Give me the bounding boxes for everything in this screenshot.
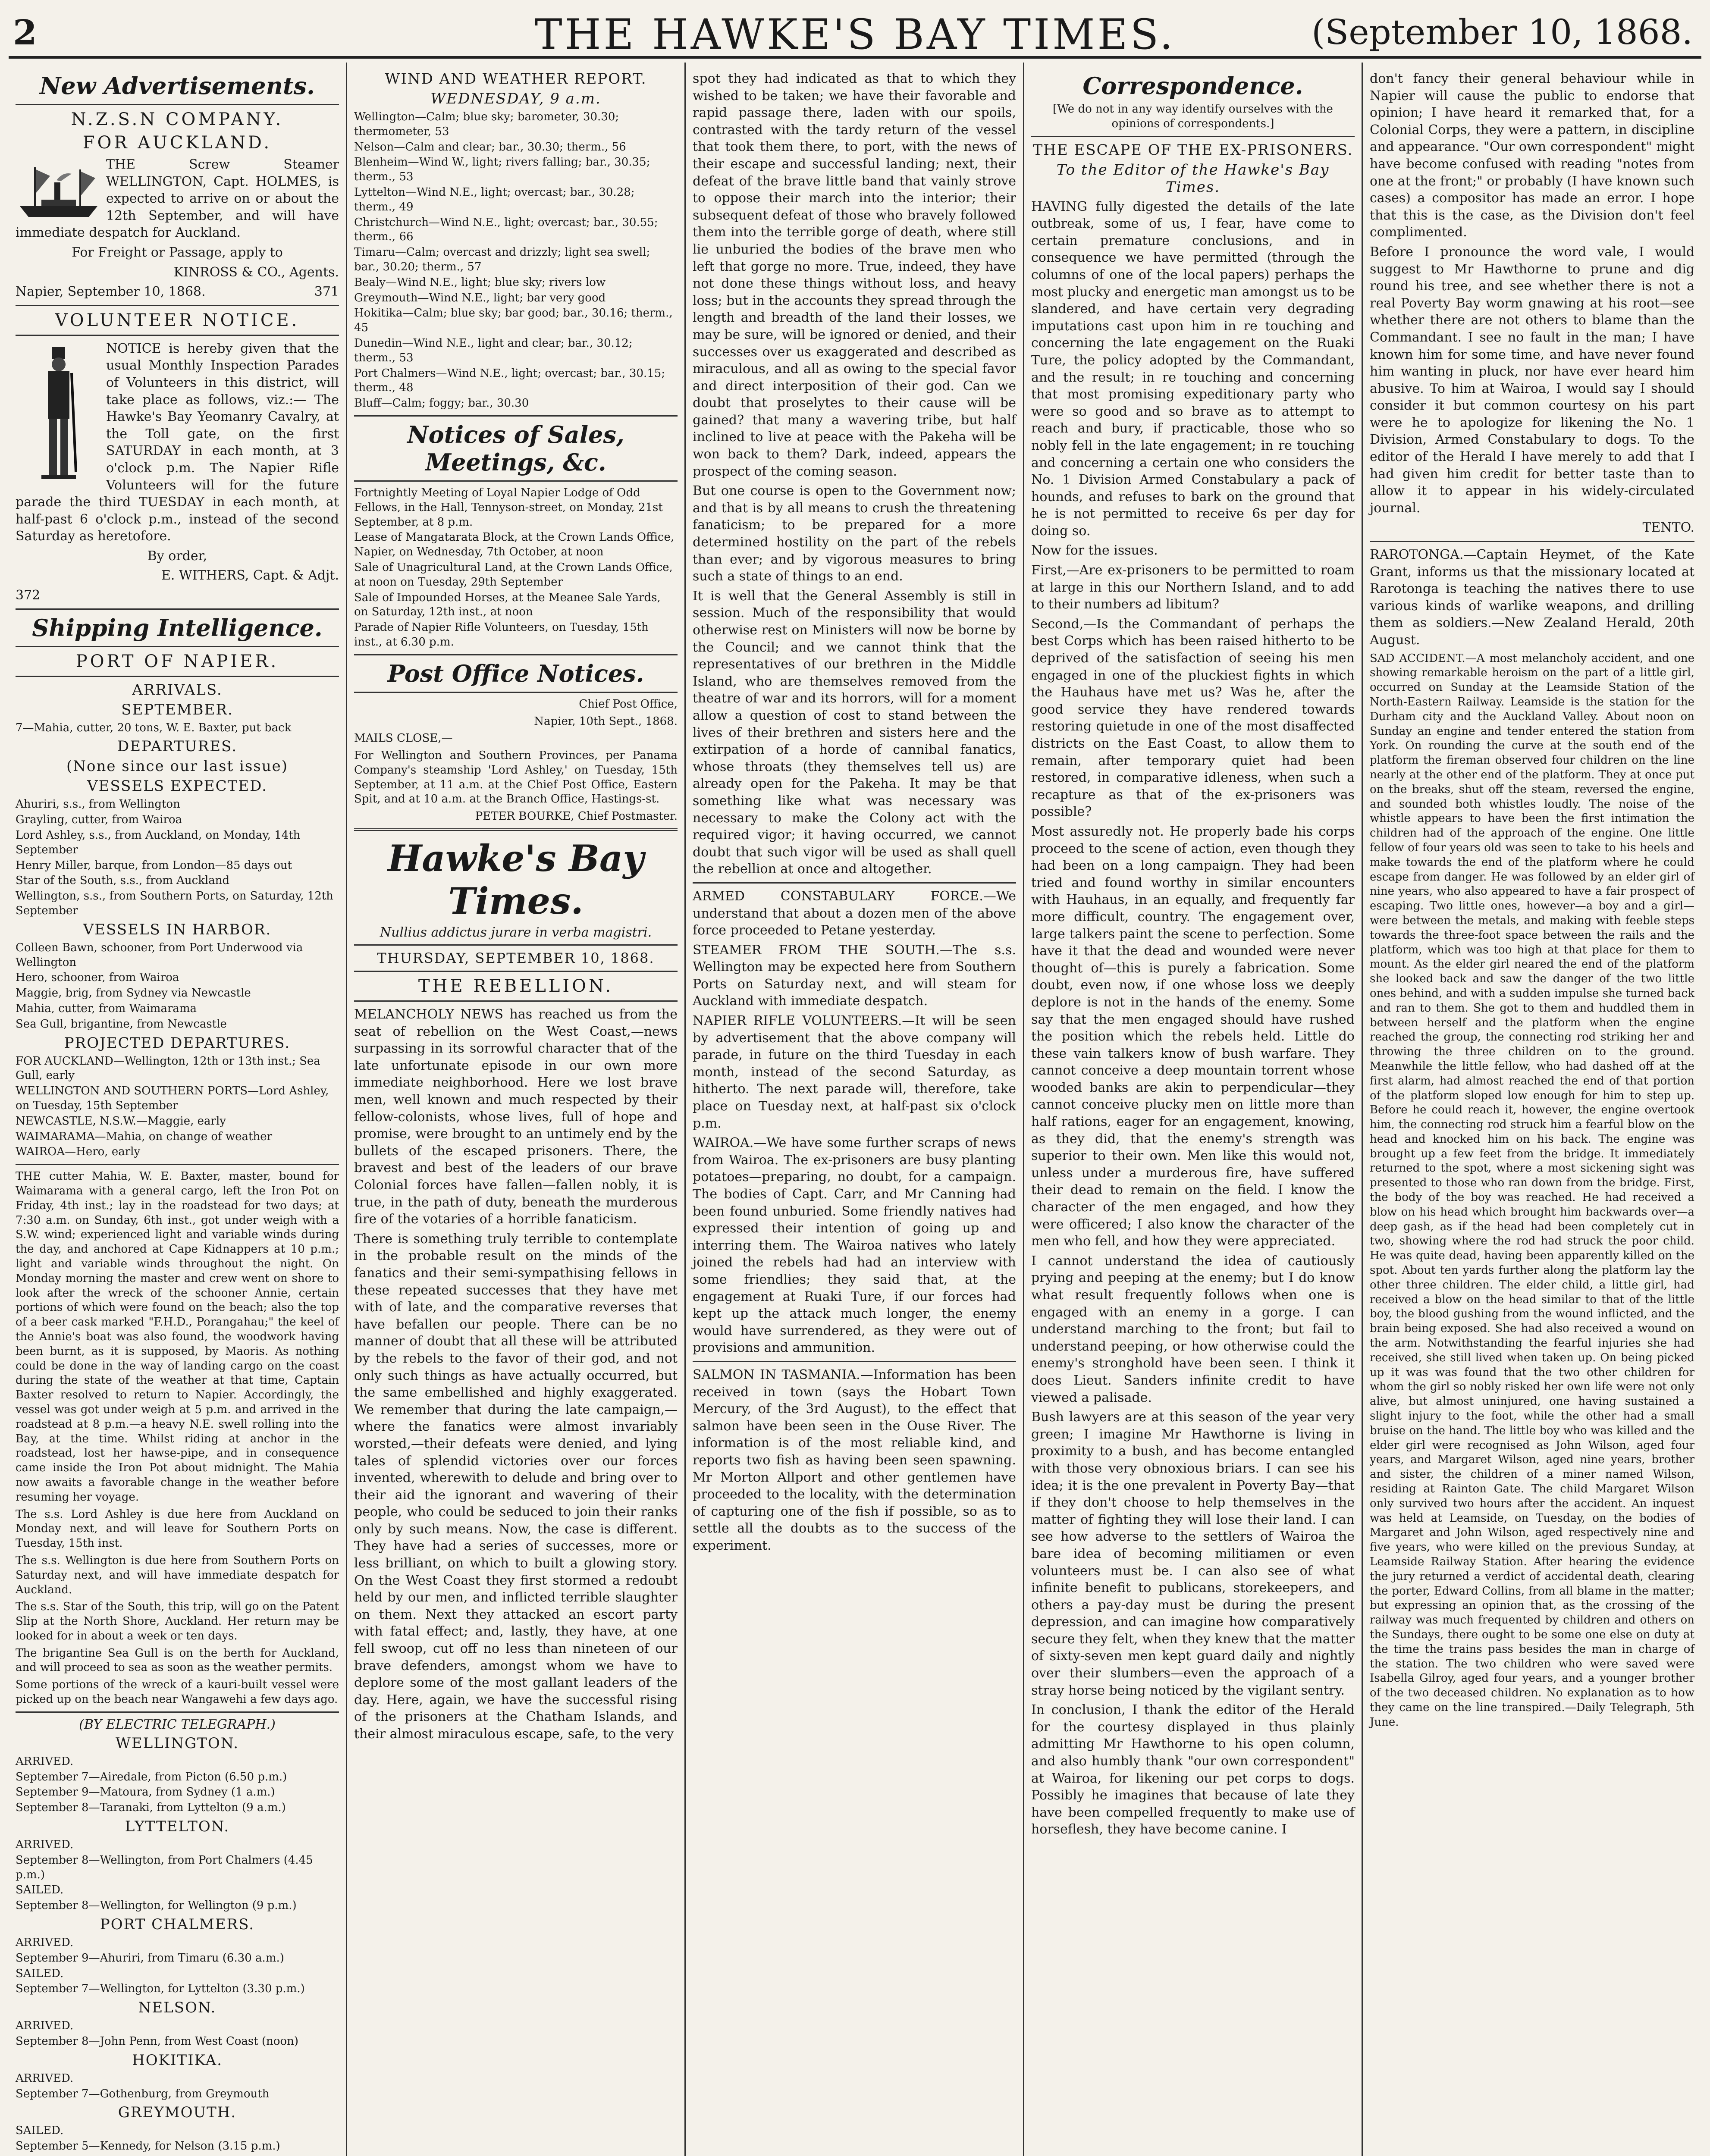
letter-paragraph: HAVING fully digested the details of the late outbreak, some of us, I fear, have come to certain premature conclusions, and in consequence we have permitted (through the columns of one of the local papers) perhaps the most plucky and energetic man amongst us to be slandered, and have certain very degrading imputations cast upon him in re touching and concerning the late engagement on the Ruaki Ture, the policy adopted by the Commandant, and the result; in re touching and concerning that most promising expeditionary party who were so good and so brave as to attempt to reach and bury, if practicable, those who so nobly fell in the late engagement; in re touching and concerning a certain one who considers the No. 1 Division Armed Constabulary a pack of hounds, and refuses to bark on the ground that he is not permitted to receive 6s per day for doing so. bbox=[1031, 199, 1355, 539]
letter-paragraph: Bush lawyers are at this season of the year very green; I imagine Mr Hawthorne is living in proximity to a bush, and has become entangled with those very obnoxious briars. I can see his idea; it is the one prevalent in Poverty Bay—that if they don't choose to help themselves in the matter of fighting they will lose their land. I can see how adverse to the settlers of Wairoa the bare idea of becoming militiamen or even volunteers must be. I can also see of what infinite benefit to publicans, storekeepers, and others a pay-day must be during the present depression, and can imagine how comparatively secure they felt, when they knew that the matter of sixty-seven men kept guard daily and nightly over their slumbers—even the approach of a stray horse being noticed by the vigilant sentry. bbox=[1031, 1410, 1355, 1698]
columns bbox=[9, 63, 1701, 2156]
volunteer-notice: NOTICE is hereby given that the usual Monthly Inspection Parades of Volunteers in this district, will take place as follows, viz.:— The Hawke's Bay Yeomanry Cavalry, at the Toll gate, on the first SATURDAY in each month, at 3 o'clock p.m. The Napier Rifle Volunteers will for the future parade the third TUESDAY in each month, at half-past 6 o'clock p.m., instead of the second Saturday as heretofore. bbox=[16, 341, 339, 544]
steamship-icon bbox=[16, 159, 102, 223]
telegraph-line: SAILED. bbox=[16, 2124, 64, 2137]
list-item: WELLINGTON AND SOUTHERN PORTS—Lord Ashley, on Tuesday, 15th September bbox=[16, 1084, 329, 1112]
list-item: Fortnightly Meeting of Loyal Napier Lodge of Odd Fellows, in the Hall, Tennyson-street, on Monday, 21st September, at 8 p.m. bbox=[354, 486, 663, 529]
letter-paragraph: Second,—Is the Commandant of perhaps the best Corps which has been raised hitherto to be deprived of the satisfaction of seeing his men engaged in one of the pluckiest fights in which the Hauhaus have met us? Was he, after the good service they have rendered towards restoring quietude in one of the most disaffected districts on the East Coast, to allow them to remain, after temporary quiet had been restored, in comparative idleness, when such a recapture as that of the ex-prisoners was possible? bbox=[1031, 616, 1355, 820]
telegraph-line: September 9—Matoura, from Sydney (1 a.m.) bbox=[16, 1786, 275, 1799]
news-item: NAPIER RIFLE VOLUNTEERS.—It will be seen by advertisement that the above company will parade, in future on the third Tuesday in each month, instead of the second Saturday, as hitherto. The next parade will, therefore, take place on Tuesday next, at half-past six o'clock p.m. bbox=[693, 1013, 1016, 1131]
list-item: Port Chalmers—Wind N.E., light; overcast; bar., 30.15; therm., 48 bbox=[354, 367, 665, 395]
news-item: SAD ACCIDENT.—A most melancholy accident, and one showing remarkable heroism on the part of a little girl, occurred on Sunday at the Leamside Station of the North-Eastern Railway. Leamside is the station for the Durham city and the Auckland Valley. About noon on Sunday an engine and tender entered the station from York. On rounding the curve at the south end of the platform the fireman observed four children on the line nearly at the other end of the platform. They at once put on the breaks, shut off the steam, reversed the engine, and sounded both whistles loudly. The noise of the whistle appears to have been the first intimation the children had of the approach of the engine. One little fellow of four years old was seen to take to his heels and make towards the end of the platform where he could escape from danger. He was followed by an elder girl of nine years, who also appeared to have a fair prospect of escaping. Two little ones, however—a boy and a girl—were between the metals, and making with feeble steps towards the three-foot space between the rails and the platform, which was too high at that place for them to mount. As the elder girl neared the end of the platform she looked back and saw the danger of the two little ones behind, and with a sudden impulse she turned back and ran to them. She got to them and huddled them in between herself and the platform when the engine reached the group, the connecting rod striking her and throwing the three children on to the ground. Meanwhile the little fellow, who had dashed off at the first alarm, had almost reached the end of that portion of the platform sloped low enough for him to step up. Before he could reach it, however, the engine overtook him, the connecting rod struck him a fearful blow on the head and knocked him on his back. The engine was brought up a few feet from the bridge. It immediately returned to the spot, where a most sickening sight was presented to those who ran down from the bridge. First, the body of the boy was reached. He had received a blow on his head which brought him backwards over—a deep gash, as if the head had been completely cut in two, showing where the rod had struck the poor child. He was quite dead, having been apparently killed on the spot. About ten yards further along the platform lay the other three children. The elder child, a little girl, had received a blow on the head similar to that of the little boy, the blood gushing from the wound inflicted, and the brain being exposed. She had also received a wound on the arm. Notwithstanding the fearful injuries she had received, she still lived when taken up. On being picked up it was was found that the two other children for whom the girl so nobly risked her own life were not only alive, but almost uninjured, one having sustained a slight injury to the foot, while the other had a small bruise on the hand. The little boy who was killed and the elder girl were recognised as John Wilson, aged four years, and Margaret Wilson, aged nine years, brother and sister, the children of a miner named Wilson, residing at Rainton Gate. The child Margaret Wilson only survived two hours after the accident. An inquest was held at Leamside, on Tuesday, on the bodies of Margaret and John Wilson, aged respectively nine and five years, who were killed on the previous Sunday, at Leamside Railway Station. After hearing the evidence the jury returned a verdict of accidental death, clearing the porter, Edward Collins, from all blame in the matter; but expressing an opinion that, as the crossing of the railway was much frequented by children and others on the Sundays, there ought to be some one else on duty at the time the trains pass besides the man in charge of the station. The two children who were saved were Isabella Gilroy, aged four years, and a younger brother of the two deceased children. No explanation as to how they came on the line transpired.—Daily Telegraph, 5th June. bbox=[1370, 652, 1694, 1729]
projected-list bbox=[16, 1054, 339, 1160]
telegraph-place: WELLINGTON. bbox=[115, 1734, 239, 1752]
editorial-paragraph: MELANCHOLY NEWS has reached us from the seat of rebellion on the West Coast,—news surpassing in its sorrowful character that of the late unfortunate episode in our own more immediate neighborhood. Here we lost brave men, well known and much respected by their fellow-colonists, whose lives, full of hope and promise, were brought to an untimely end by the bullets of the escaped prisoners. There, the bravest and best of the leaders of our brave Colonial forces have fallen—fallen nobly, it is true, in the path of duty, beneath the murderous fire of the votaries of a horrible fanaticism. bbox=[354, 1007, 678, 1227]
telegraph-line: ARRIVED. bbox=[16, 1936, 74, 1949]
telegraph-place: HOKITIKA. bbox=[132, 2051, 223, 2069]
paper-motto: Nullius addictus jurare in verba magistri. bbox=[380, 925, 652, 940]
telegraph-line: SAILED. bbox=[16, 1967, 64, 1980]
weather-subheading: WEDNESDAY, 9 a.m. bbox=[430, 90, 601, 107]
list-item: WAIMARAMA—Mahia, on change of weather bbox=[16, 1130, 273, 1143]
post-office-name: Chief Post Office, bbox=[579, 697, 678, 711]
letter-addressee: To the Editor of the Hawke's Bay Times. bbox=[1056, 161, 1330, 196]
harbor-list bbox=[16, 941, 339, 1032]
harbor-heading: VESSELS IN HARBOR. bbox=[83, 921, 272, 938]
divider bbox=[16, 1164, 339, 1165]
divider bbox=[16, 676, 339, 677]
telegraph-line: ARRIVED. bbox=[16, 1838, 74, 1852]
list-item: Hero, schooner, from Wairoa bbox=[16, 971, 179, 984]
list-item: WAIROA—Hero, early bbox=[16, 1145, 141, 1159]
news-item: STEAMER FROM THE SOUTH.—The s.s. Wellington may be expected here from Southern Ports on Saturday next, and will steam for Auckland with immediate despatch. bbox=[693, 942, 1016, 1009]
list-item: Nelson—Calm and clear; bar., 30.30; therm., 56 bbox=[354, 140, 626, 154]
post-office-heading: Post Office Notices. bbox=[387, 659, 644, 687]
divider bbox=[354, 480, 678, 482]
divider bbox=[693, 882, 1016, 884]
telegraph-place: GREYMOUTH. bbox=[118, 2104, 237, 2122]
list-item: FOR AUCKLAND—Wellington, 12th or 13th inst.; Sea Gull, early bbox=[16, 1054, 320, 1082]
notices-list bbox=[354, 486, 678, 650]
list-item: Blenheim—Wind W., light; rivers falling; bar., 30.35; therm., 53 bbox=[354, 156, 650, 184]
divider bbox=[354, 1000, 678, 1002]
telegraph-place: LYTTELTON. bbox=[125, 1818, 230, 1836]
new-ads-heading: New Advertisements. bbox=[40, 72, 315, 100]
list-item: Colleen Bawn, schooner, from Port Underwood via Wellington bbox=[16, 941, 303, 969]
news-item: ARMED CONSTABULARY FORCE.—We understand that about a dozen men of the above force proceeded to Petane yesterday. bbox=[693, 888, 1016, 938]
divider bbox=[354, 692, 678, 693]
wellington-note: The s.s. Wellington is due here from Southern Ports on Saturday next, and will have immediate despatch for Auckland. bbox=[16, 1554, 339, 1596]
departures-none: (None since our last issue) bbox=[66, 758, 289, 775]
masthead-rule bbox=[9, 56, 1701, 59]
list-item: Timaru—Calm; overcast and drizzly; light sea swell; bar., 30.20; therm., 57 bbox=[354, 246, 650, 273]
editorial-paragraph: It is well that the General Assembly is still in session. Much of the responsibility that would otherwise rest on Ministers will now be borne by the Council; and we cannot think that the representatives of our brethren in the Middle Island, who are themselves removed from the theatre of war and its horrors, will for a moment allow a question of cost to stand between the lives of their brethren and sisters here and the extirpation of a horde of cannibal fanatics, whose throats (they themselves tell us) are already open for the Pakeha. It may be that something like what was necessary was necessary to make the Colony act with the required vigor; it having occurred, we cannot doubt that such vigor will be used as shall quell the rebellion at once and altogether. bbox=[693, 588, 1016, 877]
divider bbox=[16, 1711, 339, 1713]
agents-date: Napier, September 10, 1868. 371 bbox=[16, 284, 339, 300]
notices-heading: Notices of Sales, Meetings, &c. bbox=[407, 420, 624, 476]
withers-number: 372 bbox=[16, 588, 41, 603]
mahia-report: THE cutter Mahia, W. E. Baxter, master, bound for Waimarama with a general cargo, left the Iron Pot on Friday, 4th inst.; lay in the roadstead for two days; at 7:30 a.m. on Sunday, 6th inst., got under weigh with a S.W. wind; experienced light and variable winds during the day, and anchored at Cape Kidnappers at 10 p.m.; light and variable winds throughout the night. On Monday morning the master and crew went on shore to look after the wreck of the schooner Annie, certain portions of which were found on the beach; also the top of a beer cask marked "F.H.D., Porangahau;" the keel of the Annie's boat was also found, the woodwork having been burnt, as it is supposed, by Maoris. As nothing could be done in the way of landing cargo on the coast during the state of the weather at that time, Captain Baxter resolved to return to Napier. Accordingly, the vessel was got under weigh at 5 p.m. and arrived in the roadstead at 8 p.m.—a heavy N.E. swell rolling into the Bay, at the time. Whilst riding at anchor in the roadstead, lost her hawse-pipe, and in consequence came inside the Iron Pot about midnight. The Mahia now awaits a favorable change in the weather before resuming her voyage. bbox=[16, 1170, 339, 1504]
expected-heading: VESSELS EXPECTED. bbox=[87, 777, 267, 795]
telegraph-line: ARRIVED. bbox=[16, 2019, 74, 2033]
telegraph-line: September 8—John Penn, from West Coast (noon) bbox=[16, 2035, 299, 2048]
rebellion-heading: THE REBELLION. bbox=[418, 976, 614, 997]
divider bbox=[16, 305, 339, 306]
column-2 bbox=[347, 63, 686, 2156]
paper-nameplate: Hawke's Bay Times. bbox=[387, 837, 644, 923]
dateline: THURSDAY, SEPTEMBER 10, 1868. bbox=[377, 950, 655, 967]
soldier-icon bbox=[16, 343, 102, 485]
expected-list bbox=[16, 797, 339, 918]
weather-heading: WIND AND WEATHER REPORT. bbox=[385, 70, 647, 88]
letter-signature: TENTO. bbox=[1642, 520, 1694, 536]
letter-paragraph: Most assuredly not. He properly bade his corps proceed to the scene of action, even though they had been on a long campaign. They had been tried and found worthy in similar encounters with Hauhaus, in an equally, and frequently far more difficult, country. The engagement over, large talkers paint the scene to perfection. Some have it that the dead and wounded were never thought of—this is purely a fabrication. Some doubt, even now, if one whose loss we deeply deplore is not in the hands of the enemy. Some say that the men engaged should have rushed the position which the rebels held. Little do these vain talkers know of bush warfare. They cannot conceive a deep mountain torrent whose wooded banks are akin to perpendicular—they cannot conceive plucky men on little more than half rations, eager for an engagement, knowing, as they did, that the enemy's strength was superior to their own. Men like this would not, unless under a murderous fire, have suffered their dead to remain on the field. I know the character of the men engaged, and how they were officered; I also know the character of the men who fell, and how they were appreciated. bbox=[1031, 824, 1355, 1249]
telegraph-line: September 7—Gothenburg, from Greymouth bbox=[16, 2087, 270, 2100]
departures-heading: DEPARTURES. bbox=[117, 738, 238, 755]
letter-paragraph: In conclusion, I thank the editor of the Herald for the courtesy displayed in thus plainly admitting Mr Hawthorne to his open column, and also humbly thank "our own correspondent" at Wairoa, for likening our pet corps to dogs. Possibly he imagines that because of late they have been compelled frequently to make use of horseflesh, they have become canine. I bbox=[1031, 1702, 1355, 1837]
list-item: Star of the South, s.s., from Auckland bbox=[16, 874, 230, 887]
news-item: RAROTONGA.—Captain Heymet, of the Kate Grant, informs us that the missionary located at Rarotonga is teaching the natives there to use various kinds of warlike weapons, and drilling them as soldiers.—New Zealand Herald, 20th August. bbox=[1370, 547, 1694, 648]
list-item: Lord Ashley, s.s., from Auckland, on Monday, 14th September bbox=[16, 829, 301, 856]
masthead bbox=[9, 9, 1701, 60]
company-name: N.Z.S.N COMPANY. bbox=[71, 110, 284, 129]
list-item: Sale of Impounded Horses, at the Meanee Sale Yards, on Saturday, 12th inst., at noon bbox=[354, 591, 661, 619]
volunteer-heading: VOLUNTEER NOTICE. bbox=[55, 310, 300, 330]
divider bbox=[354, 654, 678, 655]
projected-heading: PROJECTED DEPARTURES. bbox=[64, 1034, 291, 1052]
list-item: Christchurch—Wind N.E., light; overcast; bar., 30.55; therm., 66 bbox=[354, 216, 658, 244]
editorial-paragraph: But one course is open to the Government now; and that is by all means to crush the threatening fanaticism; to be prepared for a more determined hostility on the part of the rebels than ever; and by vigorous measures to bring such a state of things to an end. bbox=[693, 483, 1016, 584]
list-item: Henry Miller, barque, from London—85 days out bbox=[16, 859, 292, 872]
star-south-note: The s.s. Star of the South, this trip, will go on the Patent Slip at the North Shore, Auckland. Her return may be looked for in about a week or ten days. bbox=[16, 1600, 339, 1642]
by-order: By order, bbox=[147, 548, 207, 564]
arrival-entry: 7—Mahia, cutter, 20 tons, W. E. Baxter, put back bbox=[16, 721, 292, 734]
list-item: Parade of Napier Rifle Volunteers, on Tuesday, 15th inst., at 6.30 p.m. bbox=[354, 621, 649, 649]
steamer-notice: THE Screw Steamer WELLINGTON, Capt. HOLMES, is expected to arrive on or about the 12th September, and will have immediate despatch for Auckland. bbox=[16, 157, 339, 241]
news-item: SALMON IN TASMANIA.—Information has been received in town (says the Hobart Town Mercury, of the 3rd August), to the effect that salmon have been seen in the Ouse River. The information is of the most reliable kind, and reports two fish as having been seen spawning. Mr Morton Allport and other gentlemen have proceeded to the locality, with the determination of capturing one of the fish if possible, so as to settle all the doubts as to the success of the experiment. bbox=[693, 1367, 1016, 1553]
telegraph-line: September 8—Wellington, from Port Chalmers (4.45 p.m.) bbox=[16, 1853, 313, 1881]
telegraph-place: PORT CHALMERS. bbox=[100, 1916, 255, 1934]
news-item: WAIROA.—We have some further scraps of news from Wairoa. The ex-prisoners are busy planting potatoes—preparing, no doubt, for a campaign. The bodies of Capt. Carr, and Mr Canning had been found unburied. Some friendly natives had expressed their intention of going up and interring them. The Wairoa natives who lately joined the rebels had had an interview with some friendlies; they said that, at the engagement at Ruaki Ture, if our forces had kept up the attack much longer, the enemy would have surrendered, as they were out of provisions and ammunition. bbox=[693, 1135, 1016, 1356]
list-item: NEWCASTLE, N.S.W.—Maggie, early bbox=[16, 1114, 226, 1128]
post-office-date: Napier, 10th Sept., 1868. bbox=[534, 714, 678, 728]
lord-ashley-note: The s.s. Lord Ashley is due here from Auckland on Monday next, and will leave for Southern Ports on Tuesday, 15th inst. bbox=[16, 1507, 339, 1550]
list-item: Maggie, brig, from Sydney via Newcastle bbox=[16, 987, 251, 1000]
mails-text: For Wellington and Southern Provinces, per Panama Company's steamship 'Lord Ashley,' on Tuesday, 15th September, at 11 a.m. at the Chief Post Office, Eastern Spit, and at 10 a.m. at the Branch Office, Hastings-st. bbox=[354, 749, 678, 806]
divider bbox=[16, 104, 339, 105]
shipping-heading: Shipping Intelligence. bbox=[32, 614, 323, 642]
list-item: Wellington, s.s., from Southern Ports, on Saturday, 12th September bbox=[16, 890, 333, 918]
editorial-paragraph: There is something truly terrible to contemplate in the probable result on the minds of the fanatics and their semi-sympathising fellows in these repeated successes that they have met with of late, and the comparative reverses that have befallen our people. There can be no manner of doubt that all these will be attributed by the rebels to the favor of their god, and not only such things as have actually occurred, but the same embellished and highly exaggerated. We remember that during the late campaign,—where the fanatics were almost invariably worsted,—their defeats were denied, and lying tales of splendid victories over our forces invented, wherewith to delude and bring over to their aid the ignorant and wavering of their people, who could be seduced to join their ranks only by such means. Now, the case is different. They have had a series of successes, more or less brilliant, on which to built a glowing story. On the West Coast they first stormed a redoubt held by our men, and inflicted terrible slaughter on them. Next they attacked an escort party with fatal effect; and, lastly, they have, at one fell swoop, cut off no less than nineteen of our brave defenders, amongst whom we have to deplore some of the most gallant leaders of the day. Here, again, we have the successful rising of the prisoners at the Chatham Islands, and their almost miraculous escape, safe, to the very bbox=[354, 1231, 678, 1742]
agents-line: KINROSS & CO., Agents. bbox=[173, 264, 339, 280]
telegraph-line: September 8—Wellington, for Wellington (9 p.m.) bbox=[16, 1899, 297, 1912]
divider bbox=[693, 1361, 1016, 1362]
telegraph-sections bbox=[16, 1735, 339, 2154]
kauri-note: Some portions of the wreck of a kauri-built vessel were picked up on the beach near Wangawehi a few days ago. bbox=[16, 1678, 339, 1706]
list-item: Sale of Unagricultural Land, at the Crown Lands Office, at noon on Tuesday, 29th September bbox=[354, 561, 673, 589]
list-item: Ahuriri, s.s., from Wellington bbox=[16, 798, 180, 811]
disclaimer: [We do not in any way identify ourselves with the opinions of correspondents.] bbox=[1053, 103, 1333, 130]
list-item: Bealy—Wind N.E., light; blue sky; rivers low bbox=[354, 276, 606, 289]
arrivals-heading: ARRIVALS. bbox=[132, 681, 223, 699]
divider bbox=[1370, 541, 1694, 542]
divider bbox=[16, 608, 339, 610]
withers-signature: E. WITHERS, Capt. & Adjt. bbox=[161, 568, 339, 583]
column-3 bbox=[686, 63, 1024, 2156]
divider bbox=[16, 646, 339, 647]
telegraph-line: September 7—Wellington, for Lyttelton (3.30 p.m.) bbox=[16, 1982, 305, 1996]
list-item: Mahia, cutter, from Waimarama bbox=[16, 1002, 197, 1015]
letter-paragraph: I cannot understand the idea of cautiously prying and peeping at the enemy; but I do know what result frequently follows when one is engaged with an enemy in a gorge. I can understand marching to the front; but fail to understand peeping, or how otherwise could the enemy's stronghold have been seen. I think it does Lieut. Sanders infinite credit to have viewed a palisade. bbox=[1031, 1253, 1355, 1405]
telegraph-line: ARRIVED. bbox=[16, 1755, 74, 1768]
issue-date: (September 10, 1868. bbox=[1312, 12, 1693, 52]
port-heading: PORT OF NAPIER. bbox=[75, 651, 279, 671]
letter-paragraph: don't fancy their general behaviour while in Napier will cause the public to endorse that opinion; I have heard it remarked that, for a Colonial Corps, they were a pattern, in discipline and appearance. "Our own correspondent" might have become confused with reading "notes from one at the front;" or probably (I have known such cases) a compositor has made an error. I hope that this is the case, as the Division don't feel complimented. bbox=[1370, 71, 1694, 240]
telegraph-line: SAILED. bbox=[16, 1883, 64, 1897]
correspondence-heading: Correspondence. bbox=[1082, 72, 1303, 100]
sea-gull-note: The brigantine Sea Gull is on the berth for Auckland, and will proceed to sea as soon as the weather permits. bbox=[16, 1646, 339, 1674]
column-4 bbox=[1024, 63, 1363, 2156]
list-item: Greymouth—Wind N.E., light; bar very good bbox=[354, 291, 606, 304]
letter-paragraph: First,—Are ex-prisoners to be permitted to roam at large in this our Northern Island, and to add to their numbers ad libitum? bbox=[1031, 563, 1355, 612]
list-item: Hokitika—Calm; blue sky; bar good; bar., 30.16; therm., 45 bbox=[354, 307, 673, 335]
mails-close: MAILS CLOSE,— bbox=[354, 732, 453, 745]
list-item: Lease of Mangatarata Block, at the Crown Lands Office, Napier, on Wednesday, 7th October, at noon bbox=[354, 531, 675, 559]
telegraph-place: NELSON. bbox=[138, 1999, 216, 2017]
page-number: 2 bbox=[13, 12, 37, 53]
newspaper-title: THE HAWKE'S BAY TIMES. bbox=[534, 10, 1176, 59]
telegraph-heading: (BY ELECTRIC TELEGRAPH.) bbox=[79, 1717, 276, 1732]
divider bbox=[354, 944, 678, 946]
postmaster: PETER BOURKE, Chief Postmaster. bbox=[475, 810, 678, 823]
divider bbox=[354, 971, 678, 972]
freight-line: For Freight or Passage, apply to bbox=[72, 244, 283, 260]
newspaper-page bbox=[9, 9, 1701, 2156]
divider bbox=[354, 828, 678, 831]
weather-list bbox=[354, 110, 678, 411]
divider bbox=[1031, 136, 1355, 137]
list-item: Grayling, cutter, from Wairoa bbox=[16, 813, 182, 827]
list-item: Wellington—Calm; blue sky; barometer, 30.30; thermometer, 53 bbox=[354, 110, 619, 138]
telegraph-line: September 8—Taranaki, from Lyttelton (9 a.m.) bbox=[16, 1801, 286, 1814]
list-item: Bluff—Calm; foggy; bar., 30.30 bbox=[354, 397, 529, 410]
column-1 bbox=[9, 63, 347, 2156]
telegraph-line: September 9—Ahuriri, from Timaru (6.30 a.m.) bbox=[16, 1951, 284, 1965]
arrivals-month: SEPTEMBER. bbox=[121, 701, 233, 718]
telegraph-line: September 7—Airedale, from Picton (6.50 p.m.) bbox=[16, 1770, 287, 1783]
telegraph-line: September 5—Kennedy, for Nelson (3.15 p.m.) bbox=[16, 2140, 280, 2153]
letter-paragraph: Before I pronounce the word vale, I would suggest to Mr Hawthorne to prune and dig round his tree, and see whether there is not a real Poverty Bay worm gnawing at his root—see whether there are not others to blame than the Commandant. I see no fault in the man; I have known him for some time, and have never found him wanting in pluck, nor have ever heard him abusive. To him at Wairoa, I would say I should consider it but common courtesy on his part were he to apologize for likening the No. 1 Division, Armed Constabulary to dogs. To the editor of the Herald I have merely to add that I had given him credit for better taste than to allow it to appear in his widely-circulated journal. bbox=[1370, 244, 1694, 516]
divider bbox=[354, 415, 678, 417]
divider bbox=[16, 335, 339, 336]
list-item: Lyttelton—Wind N.E., light; overcast; bar., 30.28; therm., 49 bbox=[354, 185, 635, 213]
letter-paragraph: Now for the issues. bbox=[1031, 543, 1158, 558]
letter-title: THE ESCAPE OF THE EX-PRISONERS. bbox=[1032, 141, 1353, 159]
editorial-paragraph: spot they had indicated as that to which they wished to be taken; we have their favorable and rapid passage there, laden with our spoils, contrasted with the tardy return of the vessel that took them there, to port, with the news of their escape and successful landing; next, their defeat of the brave little band that vainly strove to oppose their march into the interior; their subsequent defeat of those who bravely followed them into the terrible gorge of death, where still lie unburied the bodies of the brave men who left that gorge no more. True, indeed, they have not done these things without loss, and heavy loss; but in the accounts they spread through the length and breadth of the land their losses, we may be sure, will be ignored or denied, and their successes over us exaggerated and described as miraculous, and all as owing to the special favor and direct interposition of their god. Can we doubt that proselytes to their cause will be gained? that many a wavering tribe, but half inclined to live at peace with the Pakeha will be won back to them? Dark, indeed, appears the prospect of the coming season. bbox=[693, 71, 1016, 479]
column-5 bbox=[1363, 63, 1701, 2156]
telegraph-line: ARRIVED. bbox=[16, 2071, 74, 2085]
list-item: Sea Gull, brigantine, from Newcastle bbox=[16, 1017, 227, 1031]
destination-heading: FOR AUCKLAND. bbox=[82, 133, 272, 153]
list-item: Dunedin—Wind N.E., light and clear; bar., 30.12; therm., 53 bbox=[354, 336, 633, 364]
